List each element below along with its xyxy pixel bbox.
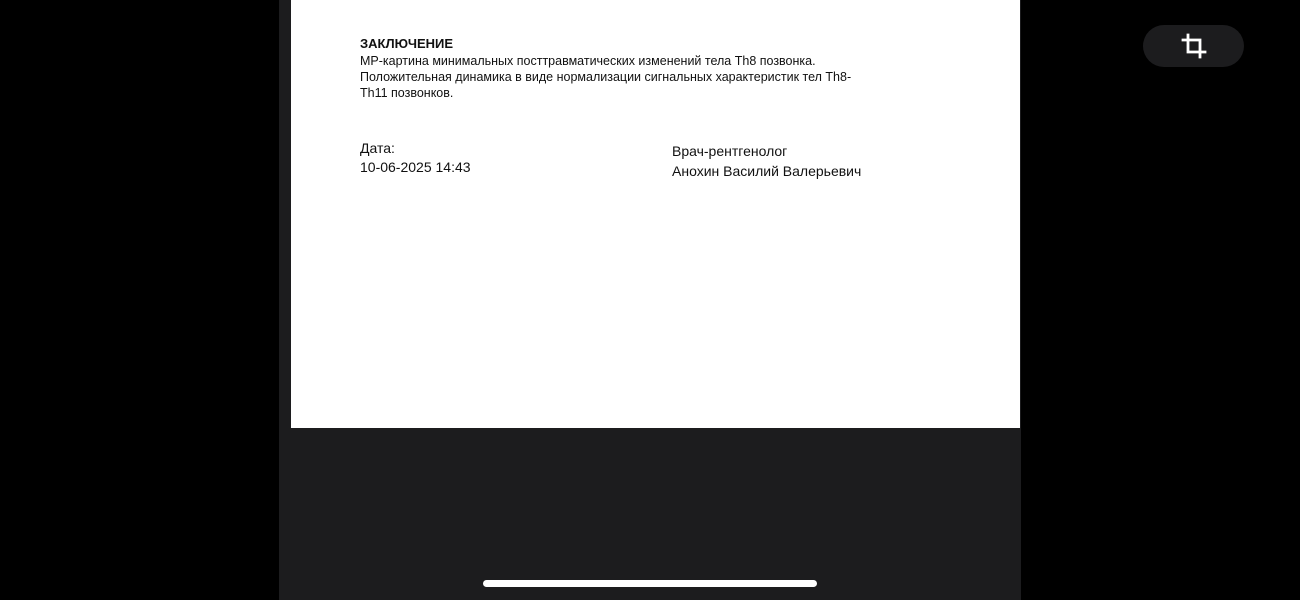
conclusion-line: Положительная динамика в виде нормализации сигнальных характеристик тел Th8- [360,70,852,84]
doctor-role: Врач-рентгенолог [672,143,788,159]
conclusion-line: МР-картина минимальных посттравматических изменений тела Th8 позвонка. [360,54,816,68]
date-value: 10-06-2025 14:43 [360,159,471,175]
conclusion-heading: ЗАКЛЮЧЕНИЕ [360,36,454,51]
home-indicator[interactable] [483,580,817,587]
crop-icon [1181,33,1207,59]
document-page [291,0,1020,428]
conclusion-text [360,53,900,101]
date-block [360,139,471,177]
date-label: Дата: [360,140,395,156]
crop-button[interactable] [1143,25,1244,67]
doctor-name: Анохин Василий Валерьевич [672,163,862,179]
doctor-block [672,141,861,181]
conclusion-line: Th11 позвонков. [360,86,454,100]
